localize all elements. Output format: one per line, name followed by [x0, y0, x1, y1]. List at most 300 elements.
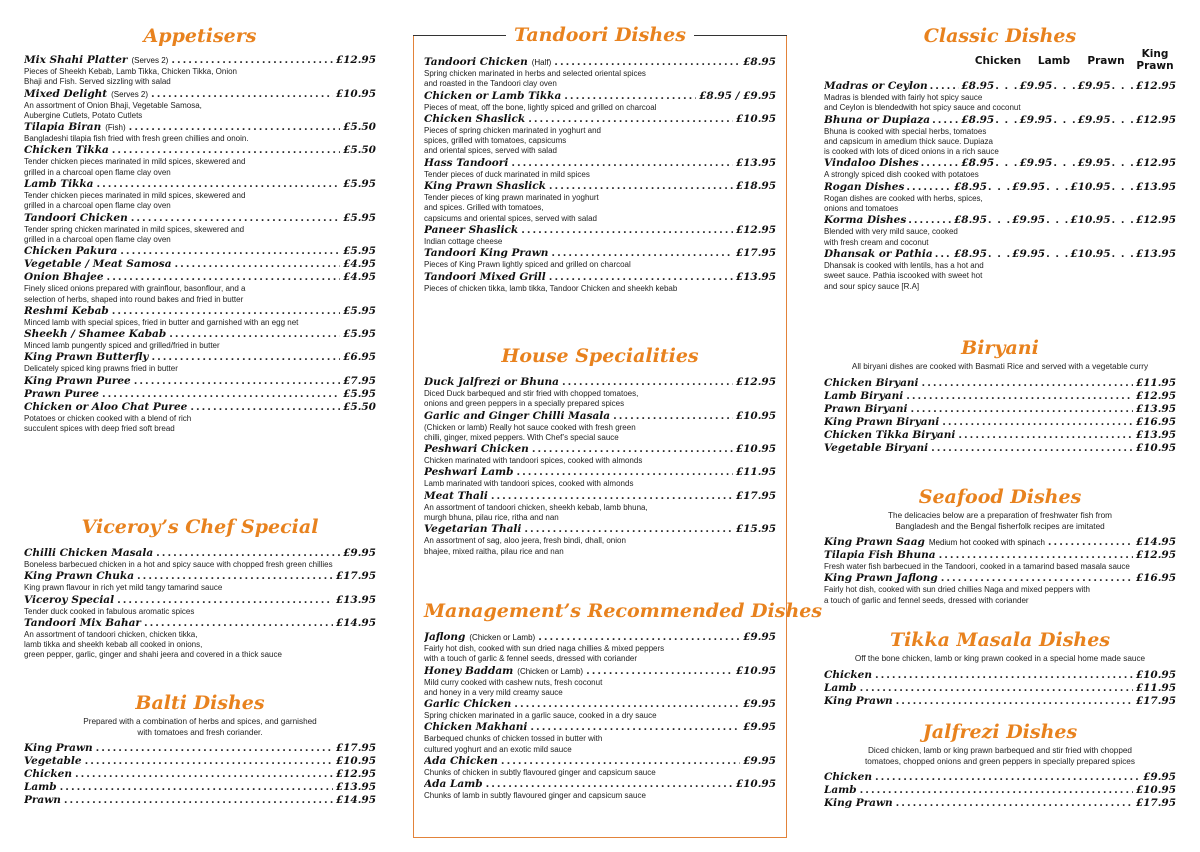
menu-item	[24, 88, 376, 122]
menu-item-row	[424, 410, 776, 423]
menu-item	[424, 490, 776, 524]
menu-item	[24, 54, 376, 88]
section-title: Seafood Dishes	[918, 486, 1082, 508]
dot-leader	[486, 778, 733, 791]
menu-item	[824, 784, 1176, 797]
dish-name: Lamb	[824, 784, 857, 797]
dot-leader	[942, 416, 1133, 429]
dish-price: £5.95	[343, 211, 376, 224]
dish-name: King Prawn Puree	[24, 374, 131, 387]
dish-name: Hass Tandoori	[424, 156, 509, 169]
dot-leader	[131, 212, 340, 225]
dish-name: Chicken	[24, 768, 72, 781]
dot-leader	[85, 755, 333, 768]
dish-name: Ada Chicken	[424, 755, 498, 768]
menu-item-row	[824, 429, 1176, 442]
dot-leader	[921, 157, 960, 170]
dish-price: £18.95	[735, 180, 776, 193]
dish-description: Spring chicken marinated in a garlic sauce, cooked in a dry sauce	[424, 711, 657, 721]
dish-name: King Prawn Shaslick	[424, 180, 546, 193]
section-tikka-masala	[824, 628, 1176, 708]
dish-name: King Prawn Saag	[824, 536, 925, 549]
dot-leader	[64, 794, 333, 807]
dish-description: Bhuna is cooked with special herbs, tomatoes	[824, 126, 987, 136]
dish-description: Tender pieces of duck marinated in mild spices	[424, 169, 590, 179]
dot-leader: . . .	[1111, 180, 1135, 193]
menu-item	[424, 157, 776, 180]
note-line: Prepared with a combination of herbs and spices, and garnished	[83, 717, 317, 726]
dish-price: £17.95	[335, 742, 376, 755]
dish-price: £8.95	[961, 113, 995, 126]
dot-leader	[190, 401, 340, 414]
menu-item-row	[24, 245, 376, 258]
dot-leader: . . .	[1046, 214, 1070, 227]
dish-description: Chicken marinated with tandoori spices, cooked with almonds	[424, 456, 643, 466]
menu-item	[824, 549, 1176, 572]
menu-item	[424, 721, 776, 755]
dot-leader	[896, 695, 1133, 708]
dish-price: £16.95	[1135, 415, 1176, 428]
menu-item	[24, 547, 376, 570]
dot-leader: . . .	[1111, 214, 1135, 227]
dish-name: Vegetable / Meat Samosa	[24, 258, 172, 271]
dot-leader	[524, 523, 732, 536]
menu-item	[824, 80, 1176, 114]
note-line: with tomatoes and fresh coriander.	[137, 727, 263, 737]
dot-leader	[1048, 536, 1133, 549]
dish-description: Fresh water fish barbecued in the Tandoori, cooked in a tamarind based masala sauce	[824, 562, 1130, 572]
menu-item	[24, 794, 376, 807]
note-line: Off the bone chicken, lamb or king prawn cooked in a special home made sauce	[854, 654, 1146, 663]
dish-price: £17.95	[1135, 694, 1176, 707]
dish-price: £12.95	[735, 223, 776, 236]
dot-leader	[922, 377, 1133, 390]
menu-item-row	[24, 258, 376, 271]
dish-note: (Chicken or Lamb)	[517, 666, 584, 676]
menu-item-row	[424, 721, 776, 734]
dish-description: Tender spring chicken marinated in mild spices, skewered and	[24, 224, 245, 234]
dish-name: Bhuna or Dupiaza	[824, 113, 931, 126]
menu-item-row	[424, 466, 776, 479]
dot-leader	[511, 157, 732, 170]
dish-description: Dhansak is cooked with lentils, has a hot and	[824, 260, 984, 270]
menu-item	[824, 403, 1176, 416]
dot-leader	[528, 113, 733, 126]
dish-price: £10.95	[735, 664, 776, 677]
dish-description: Rogan dishes are cooked with herbs, spices,	[824, 193, 983, 203]
dot-leader	[932, 114, 959, 127]
dish-description: and oriental spices, served with salad	[424, 146, 557, 156]
menu-item	[24, 768, 376, 781]
menu-item	[424, 665, 776, 699]
menu-item-row	[424, 271, 776, 284]
dish-price: £9.95	[1077, 113, 1111, 126]
dot-leader	[875, 669, 1133, 682]
menu-item	[24, 755, 376, 768]
dish-name: Dhansak or Pathia	[824, 247, 933, 260]
dish-name: Tandoori Mixed Grill	[424, 270, 546, 283]
dish-price: £5.95	[343, 178, 376, 191]
dish-description: Boneless barbecued chicken in a hot and spicy sauce with chopped fresh green chillies	[24, 560, 333, 569]
dish-price: £9.95	[743, 631, 776, 643]
menu-item	[24, 305, 376, 328]
dish-description: spices, grilled with tomatoes, capsicums	[424, 136, 567, 146]
header-chicken: Chicken	[974, 55, 1022, 67]
dish-name: Mixed Delight	[24, 87, 108, 100]
dot-leader: . . .	[995, 113, 1019, 126]
dish-price: £12.95	[735, 376, 776, 388]
dish-name: Peshwari Lamb	[424, 466, 514, 479]
menu-item-row	[24, 547, 376, 560]
menu-item	[424, 113, 776, 157]
dish-name: Prawn	[24, 794, 61, 807]
menu-item-row	[424, 778, 776, 791]
dish-description: Mild curry cooked with cashew nuts, fresh coconut	[424, 677, 603, 687]
dish-price: £10.95	[1135, 784, 1176, 797]
item-list	[824, 669, 1176, 708]
item-list	[24, 742, 376, 807]
section-note	[24, 717, 376, 738]
menu-item	[24, 178, 376, 212]
dot-leader	[586, 665, 733, 678]
dish-description: Chunks of lamb in subtly flavoured ginger and capsicum sauce	[424, 791, 646, 801]
menu-item-row	[424, 90, 776, 103]
menu-item	[24, 375, 376, 388]
dot-leader: . . .	[1053, 157, 1077, 170]
dish-name: Mix Shahi Platter	[24, 54, 128, 66]
dish-note: (Chicken or Lamb)	[469, 633, 536, 642]
dish-price: £8.95	[954, 214, 987, 227]
dot-leader: . . .	[1111, 80, 1135, 92]
dish-note: (Serves 2)	[131, 56, 169, 65]
dish-description: Madras is blended with fairly hot spicy sauce	[824, 93, 983, 102]
dish-description: Spring chicken marinated in herbs and selected oriental spices	[424, 69, 646, 78]
dish-name: Tilapia Fish Bhuna	[824, 549, 936, 562]
dot-leader: . . .	[987, 214, 1012, 227]
dish-price: £10.95	[1070, 180, 1111, 193]
dish-description: Diced Duck barbequed and stir fried with chopped tomatoes,	[424, 389, 639, 398]
dot-leader	[169, 328, 340, 341]
dot-leader	[906, 181, 952, 194]
dish-price: £15.95	[735, 523, 776, 536]
menu-item	[24, 781, 376, 794]
dot-leader: . . .	[1046, 247, 1070, 260]
menu-item-row	[24, 794, 376, 807]
dot-leader	[549, 271, 733, 284]
section-title: Management’s Recommended Dishes	[424, 600, 823, 622]
dish-name: Chicken Tikka	[24, 144, 109, 157]
menu-item	[824, 377, 1176, 390]
dish-description: grilled in a charcoal open flame clay oven	[24, 201, 171, 211]
menu-column-center	[413, 24, 823, 838]
dish-name: Prawn Puree	[24, 387, 99, 400]
menu-item-row	[824, 403, 1176, 416]
menu-item-row	[24, 212, 376, 225]
dot-leader	[896, 797, 1133, 810]
dish-price: £10.95	[1135, 668, 1176, 681]
menu-item	[24, 271, 376, 305]
dish-name: King Prawn	[824, 694, 893, 707]
menu-item	[824, 669, 1176, 682]
dish-price: £14.95	[335, 616, 376, 629]
dish-description: Finely sliced onions prepared with grainflour, basonflour, and a	[24, 284, 246, 294]
dot-leader	[549, 180, 733, 193]
section-title: Viceroy’s Chef Special	[81, 516, 319, 538]
menu-item-row	[424, 490, 776, 503]
item-list	[424, 631, 776, 802]
dish-description: King prawn flavour in rich yet mild tangy tamarind sauce	[24, 583, 223, 593]
dish-description: grilled in a charcoal open flame clay oven	[24, 167, 171, 177]
menu-item	[24, 742, 376, 755]
menu-item-row	[424, 631, 776, 644]
dot-leader	[941, 572, 1133, 585]
dish-description: lamb tikka and sheekh kebab all cooked in onions,	[24, 640, 203, 650]
menu-item-row	[824, 80, 1176, 93]
menu-item	[24, 388, 376, 401]
dish-description: Pieces of spring chicken marinated in yoghurt and	[424, 125, 601, 135]
note-line: All biryani dishes are cooked with Basmati Rice and served with a vegetable curry	[851, 362, 1149, 371]
dish-price: £11.95	[735, 466, 776, 479]
dish-price: £10.95	[1070, 247, 1111, 260]
dish-price: £9.95	[1012, 247, 1046, 260]
dish-name: Chicken Biryani	[824, 376, 919, 389]
dish-description: chilli, ginger, mixed peppers. With Chef’s special sauce	[424, 432, 619, 442]
dish-price: £9.95	[743, 755, 776, 768]
dish-description: is cooked with lots of diced onions in a rich sauce	[824, 147, 999, 157]
menu-item	[824, 442, 1176, 455]
dish-price: £9.95	[343, 547, 376, 559]
menu-item-row	[24, 271, 376, 284]
menu-item	[424, 180, 776, 224]
dish-name: King Prawn Biryani	[824, 415, 940, 428]
dish-price: £9.95	[1012, 214, 1046, 227]
menu-item-row	[424, 376, 776, 389]
menu-item	[24, 258, 376, 271]
dish-price: £10.95	[1070, 214, 1111, 227]
dish-description: Lamb marinated with tandoori spices, cooked with almonds	[424, 479, 634, 489]
dish-price: £5.95	[343, 387, 376, 400]
menu-item-row	[24, 328, 376, 341]
dish-name: Vegetable	[24, 755, 82, 768]
dish-description: Barbequed chunks of chicken tossed in butter with	[424, 734, 603, 744]
menu-item-row	[824, 416, 1176, 429]
dish-price: £8.95	[743, 56, 776, 68]
menu-item-row	[424, 443, 776, 456]
dish-name: King Prawn Jaflong	[824, 572, 938, 585]
dot-leader	[906, 390, 1133, 403]
dish-description: Bhaji and Fish. Served sizzling with salad	[24, 77, 171, 87]
dish-price: £12.95	[335, 54, 376, 66]
dot-leader: . . .	[995, 157, 1019, 170]
dot-leader	[860, 682, 1133, 695]
menu-item	[824, 416, 1176, 429]
dot-leader	[939, 549, 1133, 562]
dot-leader	[875, 771, 1140, 784]
menu-item	[24, 617, 376, 661]
dot-leader	[564, 90, 696, 103]
dot-leader: . . .	[1053, 113, 1077, 126]
menu-item-row	[24, 781, 376, 794]
menu-item-row	[424, 755, 776, 768]
menu-item-row	[424, 113, 776, 126]
classic-price-headers	[824, 48, 1176, 76]
dish-price: £5.95	[343, 304, 376, 317]
dot-leader	[144, 617, 333, 630]
dish-name: Chicken	[824, 668, 872, 681]
menu-item-row	[24, 351, 376, 364]
dish-price: £8.95	[961, 157, 995, 170]
dish-description: with a touch of garlic & fennel seeds, dressed with coriander	[424, 654, 638, 664]
item-list	[424, 376, 776, 557]
dish-description: Fairly hot dish, cooked with sun dried naga chillies & mixed peppers	[424, 644, 665, 653]
dot-leader	[129, 121, 340, 134]
dish-note: (Serves 2)	[111, 89, 149, 99]
dish-name: King Prawn	[824, 797, 893, 810]
dot-leader	[491, 490, 733, 503]
header-prawn: Prawn	[1087, 55, 1125, 67]
dish-price: £13.95	[335, 781, 376, 794]
dish-name: Tandoori King Prawn	[424, 247, 549, 260]
dish-price: £9.95	[1019, 80, 1053, 92]
dot-leader: . . .	[1046, 180, 1070, 193]
menu-item-row	[24, 594, 376, 607]
dish-description: An assortment of Onion Bhaji, Vegetable Samosa,	[24, 100, 202, 110]
dish-price: £11.95	[1135, 376, 1176, 389]
dish-name: Sheekh / Shamee Kabab	[24, 328, 167, 341]
dish-description: cultured yoghurt and an exotic mild sauce	[424, 744, 572, 754]
menu-item-row	[824, 695, 1176, 708]
menu-item	[24, 144, 376, 178]
dish-description: An assortment of sag, aloo jeera, fresh bindi, dhall, onion	[424, 536, 626, 546]
menu-item	[24, 570, 376, 593]
section-title: Biryani	[961, 337, 1039, 359]
dot-leader	[521, 224, 733, 237]
dish-description: grilled in a charcoal open flame clay oven	[24, 234, 171, 244]
dish-price: £6.95	[343, 351, 376, 364]
menu-item-row	[824, 669, 1176, 682]
section-note	[824, 362, 1176, 373]
dish-description: Aubergine Cutlets, Potato Cutlets	[24, 110, 143, 120]
dish-name: Tandoori Mix Bahar	[24, 616, 141, 629]
dot-leader	[151, 351, 340, 364]
dish-name: Jaflong	[424, 631, 466, 643]
dish-description: and roasted in the Tandoori clay oven	[424, 79, 557, 89]
dish-price: £16.95	[1135, 572, 1176, 585]
dot-leader	[75, 768, 333, 781]
section-title: Classic Dishes	[923, 25, 1077, 47]
menu-item	[824, 682, 1176, 695]
dish-name: King Prawn Chuka	[24, 570, 135, 583]
header-lamb: Lamb	[1037, 55, 1071, 67]
dish-description: Tender pieces of king prawn marinated in yoghurt	[424, 193, 599, 203]
section-note	[824, 654, 1176, 665]
menu-item-row	[24, 144, 376, 157]
dish-note: (Fish)	[105, 123, 126, 133]
menu-item	[424, 443, 776, 466]
menu-item-row	[424, 224, 776, 237]
dot-leader	[935, 248, 952, 261]
item-list	[824, 377, 1176, 455]
dish-name: Chicken Shaslick	[424, 112, 526, 125]
dish-price: £5.95	[343, 245, 376, 258]
dot-leader	[151, 88, 333, 101]
menu-item	[424, 90, 776, 113]
menu-item	[424, 224, 776, 247]
section-title: Tikka Masala Dishes	[889, 629, 1111, 651]
dish-price: £5.50	[343, 400, 376, 413]
item-list	[424, 36, 776, 294]
dish-name: King Prawn	[24, 742, 93, 755]
menu-item-row	[424, 247, 776, 260]
dot-leader	[613, 410, 733, 423]
menu-item	[424, 410, 776, 444]
dish-description: Pieces of chicken tikka, lamb tikka, Tandoor Chicken and sheekh kebab	[424, 283, 678, 293]
dot-leader	[60, 781, 333, 794]
dot-leader	[96, 178, 340, 191]
dish-name: Paneer Shaslick	[424, 223, 519, 236]
dish-name: Tandoori Chicken	[24, 211, 128, 224]
dish-name: Chicken or Aloo Chat Puree	[24, 400, 188, 413]
dot-leader	[175, 258, 341, 271]
dot-leader	[137, 570, 333, 583]
dish-description: and capsicum in amedium thick sauce. Dupiaza	[824, 136, 993, 146]
dish-price: £13.95	[1135, 428, 1176, 441]
dot-leader	[96, 742, 333, 755]
dish-price: £9.95	[743, 698, 776, 711]
menu-item	[424, 376, 776, 410]
menu-item-row	[824, 536, 1176, 549]
dot-leader: . . .	[1053, 80, 1077, 92]
section-chef-special	[24, 515, 376, 661]
dish-name: Chicken or Lamb Tikka	[424, 89, 562, 102]
dot-leader: . . .	[1111, 157, 1135, 170]
dish-description: and Ceylon is blendedwith hot spicy sauce and coconut	[824, 103, 1021, 113]
menu-item	[24, 245, 376, 258]
dish-description: and sour spicy sauce [R.A]	[824, 281, 920, 291]
dish-price: £13.95	[735, 156, 776, 169]
menu-item-row	[24, 88, 376, 101]
dish-name: King Prawn Butterfly	[24, 351, 149, 364]
dish-description: Fairly hot dish, cooked with sun dried chillies Naga and mixed peppers with	[824, 585, 1090, 595]
menu-item-row	[424, 698, 776, 711]
dish-description: Pieces of meat, off the bone, lightly spiced and grilled on charcoal	[424, 102, 657, 112]
menu-item-row	[24, 401, 376, 414]
dot-leader	[117, 594, 333, 607]
menu-item-row	[824, 771, 1176, 784]
dish-name: Vindaloo Dishes	[824, 157, 919, 170]
dish-price: £12.95	[1135, 80, 1176, 92]
dot-leader	[171, 54, 332, 67]
dot-leader: . . .	[1111, 113, 1135, 126]
section-house-specialities	[424, 344, 776, 557]
section-title: Jalfrezi Dishes	[922, 721, 1078, 743]
dish-description: sweet sauce. Pathia iscooked with sweet hot	[824, 271, 983, 281]
menu-item-row	[424, 523, 776, 536]
dish-price: £8.95	[954, 247, 987, 260]
dish-description: Pieces of King Prawn lightly spiced and grilled on charcoal	[424, 260, 631, 270]
dish-price: £4.95	[343, 258, 376, 271]
menu-item	[424, 631, 776, 665]
dish-name: Tilapia Biran	[24, 121, 102, 134]
menu-item	[824, 248, 1176, 292]
dot-leader	[107, 271, 341, 284]
menu-item	[824, 536, 1176, 549]
dish-price: £10.95	[735, 112, 776, 125]
dish-name: Madras or Ceylon	[824, 80, 928, 92]
note-line: Diced chicken, lamb or king prawn barbequed and stir fried with chopped	[868, 746, 1132, 755]
dish-description: onions and tomatoes	[824, 204, 899, 214]
menu-item-row	[24, 617, 376, 630]
